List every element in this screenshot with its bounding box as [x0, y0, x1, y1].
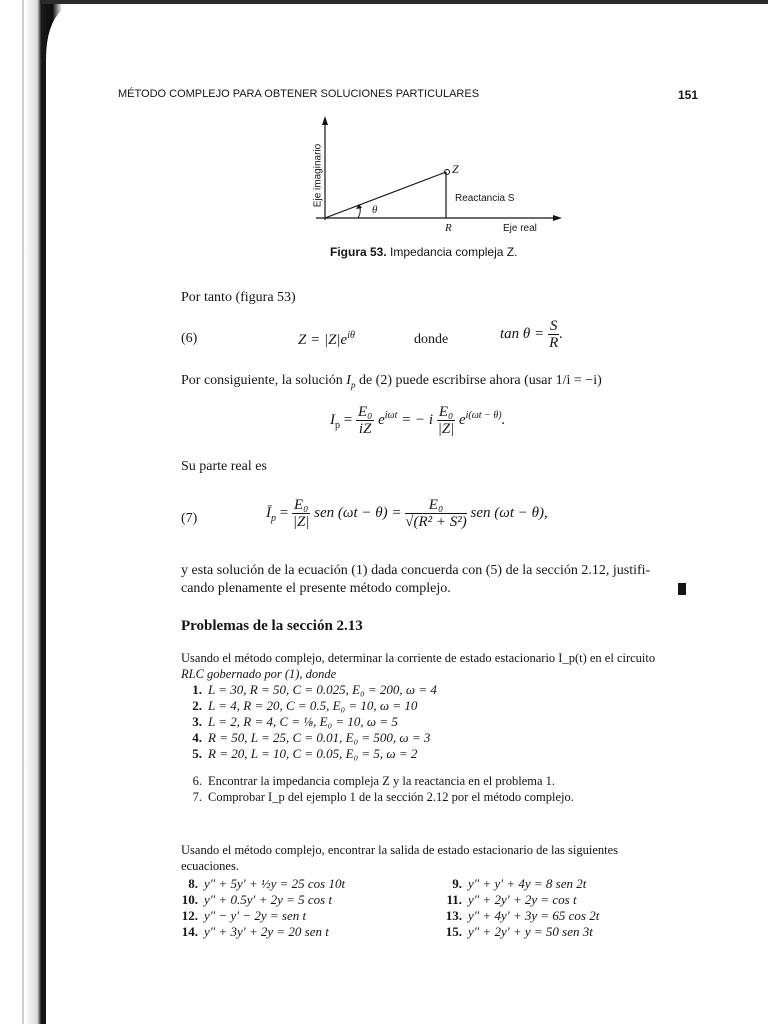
- ode-text: y″ + 2y′ + 2y = cos t: [468, 892, 577, 907]
- ode-item: [436, 876, 696, 892]
- eq6-period: .: [559, 325, 564, 342]
- chapter-title: MÉTODO COMPLEJO PARA OBTENER SOLUCIONES PARTICULARES: [118, 88, 480, 100]
- ode-list-left: [172, 876, 422, 940]
- problem-item: [188, 730, 688, 746]
- page-number: 151: [677, 88, 698, 102]
- equation-7-number: (7): [181, 511, 198, 526]
- eq7-fraction-1: [292, 497, 310, 530]
- consiguiente-ip: I: [346, 373, 351, 388]
- ip-fraction-2-den: |Z|: [437, 421, 455, 437]
- eq7-fraction-2-num: E₀: [405, 497, 467, 514]
- consiguiente-ip-sub: p: [350, 379, 356, 390]
- problem-text: Comprobar I_p del ejemplo 1 de la sección 2.12 por el método complejo.: [208, 790, 574, 804]
- problems-intro-line-2: RLC gobernado por (1), donde: [181, 667, 337, 681]
- problem-number: 7.: [192, 790, 202, 804]
- problems-list-b: [188, 773, 698, 805]
- eq6-expression: Z = |Z|e: [298, 332, 348, 348]
- ip-fraction-1-den: iZ: [358, 421, 372, 437]
- ip-fraction-2: [437, 404, 455, 437]
- top-edge-line: [40, 0, 768, 4]
- ip-fraction-1: [356, 404, 374, 437]
- problems-list-a: [188, 682, 688, 762]
- paragraph-por-consiguiente: [181, 372, 701, 394]
- ode-number: 12.: [181, 908, 198, 923]
- ip-period: .: [501, 411, 506, 428]
- equation-6-donde: donde: [414, 332, 449, 347]
- ode-item: [172, 924, 422, 940]
- reactance-label: Reactancia S: [455, 193, 515, 204]
- problem-number: 1.: [192, 682, 202, 697]
- eq6-fraction-num: S: [549, 318, 558, 334]
- problem-text: L = 30, R = 50, C = 0.025, E₀ = 200, ω = 4: [208, 682, 437, 697]
- real-axis-arrow: [553, 215, 562, 221]
- figure-caption: [330, 245, 517, 259]
- problems-intro: [181, 650, 693, 682]
- problem-text: Encontrar la impedancia compleja Z y la reactancia en el problema 1.: [208, 774, 556, 788]
- problem-text: L = 2, R = 4, C = ⅛, E₀ = 10, ω = 5: [208, 714, 398, 729]
- ode-number: 13.: [445, 908, 462, 923]
- problem-number: 6.: [192, 774, 202, 788]
- equation-7: [266, 497, 548, 530]
- imaginary-axis-arrow: [322, 116, 328, 125]
- consiguiente-text-a: Por consiguiente, la solución: [181, 373, 347, 388]
- paragraph-por-tanto: Por tanto (figura 53): [181, 290, 296, 305]
- ode-item: [436, 892, 696, 908]
- r-label: R: [445, 222, 452, 234]
- eq6-fraction-den: R: [549, 335, 559, 351]
- ode-text: y″ + 4y′ + 3y = 65 cos 2t: [468, 908, 600, 923]
- problem-number: 4.: [192, 730, 202, 745]
- eq7-sen-2: sen (ωt − θ),: [470, 504, 548, 521]
- eq7-lhs-sub: p: [271, 512, 276, 524]
- ip-fraction-1-num: E₀: [357, 404, 373, 420]
- equation-6-number: (6): [181, 331, 198, 346]
- ode-number: 11.: [446, 892, 462, 907]
- eq7-lhs: Ī: [266, 504, 271, 521]
- problem-text: R = 20, L = 10, C = 0.05, E₀ = 5, ω = 2: [208, 746, 418, 761]
- equation-6-tan: [500, 318, 563, 351]
- ode-number: 15.: [445, 924, 462, 939]
- problem-number: 5.: [192, 746, 202, 761]
- eq7-fraction-1-den: |Z|: [292, 514, 310, 530]
- ip-exp-base-2: e: [458, 411, 466, 428]
- ode-number: 10.: [181, 892, 198, 907]
- problem-text: L = 4, R = 20, C = 0.5, E₀ = 10, ω = 10: [208, 698, 418, 713]
- ip-equals-2: = − i: [401, 411, 434, 428]
- equation-ip: [330, 404, 505, 437]
- ode-text: y″ + 5y′ + ½y = 25 cos 10t: [204, 876, 346, 891]
- eq7-sen-1: sen (ωt − θ) =: [314, 504, 402, 521]
- ode-text: y″ − y′ − 2y = sen t: [204, 908, 307, 923]
- ip-subscript: p: [335, 419, 340, 431]
- ode-list-right: [436, 876, 696, 940]
- eq7-fraction-1-num: E₀: [293, 497, 309, 513]
- problem-number: 3.: [192, 714, 202, 729]
- ode-item: [172, 908, 422, 924]
- ip-symbol: I: [330, 411, 335, 428]
- ode-text: y″ + y′ + 4y = 8 sen 2t: [468, 876, 587, 891]
- ode-item: [172, 876, 422, 892]
- problems-intro-2-line-2: ecuaciones.: [181, 859, 239, 873]
- y-axis-label: Eje imaginario: [312, 143, 324, 208]
- ode-item: [436, 924, 696, 940]
- problem-item: [188, 746, 688, 762]
- consiguiente-text-b: de (2) puede escribirse ahora (usar 1/i = −i): [355, 373, 602, 388]
- ode-text: y″ + 2y′ + y = 50 sen 3t: [468, 924, 593, 939]
- caption-label: Figura 53.: [330, 245, 387, 259]
- concluding-line-1: y esta solución de la ecuación (1) dada concuerda con (5) de la sección 2.12, justifi-: [181, 563, 651, 578]
- eq7-equals: =: [279, 504, 289, 521]
- eq6-fraction: [548, 318, 560, 351]
- ode-text: y″ + 0.5y′ + 2y = 5 cos t: [204, 892, 333, 907]
- problems-intro-2-line-1: Usando el método complejo, encontrar la salida de estado estacionario de las siguientes: [181, 843, 619, 857]
- qed-mark: [678, 583, 686, 595]
- x-axis-label: Eje real: [503, 223, 537, 234]
- eq7-fraction-2-den: √(R² + S²): [405, 514, 467, 530]
- equation-6-lhs: [298, 330, 355, 349]
- concluding-line-2: cando plenamente el presente método complejo.: [181, 581, 451, 596]
- running-header: [118, 88, 698, 106]
- ode-text: y″ + 3y′ + 2y = 20 sen t: [204, 924, 329, 939]
- book-binding-shadow: [0, 0, 62, 1024]
- problem-item: [188, 789, 698, 805]
- caption-text: Impedancia compleja Z.: [390, 245, 518, 259]
- problem-item: [188, 682, 688, 698]
- ode-number: 9.: [452, 876, 462, 891]
- ip-equals: =: [343, 411, 353, 428]
- paragraph-concluding: [181, 562, 701, 598]
- ip-exp-1: iωt: [384, 409, 398, 421]
- eq7-fraction-2: [405, 497, 467, 530]
- impedance-vector: [325, 172, 446, 218]
- ode-number: 8.: [188, 876, 198, 891]
- ode-number: 14.: [181, 924, 198, 939]
- ip-exp-base-1: e: [378, 411, 385, 428]
- problem-text: R = 50, L = 25, C = 0.01, E₀ = 500, ω = 3: [208, 730, 431, 745]
- problem-item: [188, 773, 698, 789]
- point-z-label: Z: [452, 162, 459, 176]
- ode-item: [436, 908, 696, 924]
- problem-number: 2.: [192, 698, 202, 713]
- theta-label: θ: [372, 204, 378, 216]
- paragraph-su-parte-real: Su parte real es: [181, 459, 267, 474]
- ip-exp-2: i(ωt − θ): [465, 409, 502, 421]
- eq6-tan-text: tan θ =: [500, 325, 545, 342]
- eq6-exponent: iθ: [347, 330, 355, 341]
- problem-item: [188, 698, 688, 714]
- section-title: Problemas de la sección 2.13: [181, 618, 363, 634]
- problem-item: [188, 714, 688, 730]
- problems-intro-line-1: Usando el método complejo, determinar la corriente de estado estacionario I_p(t) en el circuito: [181, 651, 656, 665]
- ode-item: [172, 892, 422, 908]
- ip-fraction-2-num: E₀: [438, 404, 454, 420]
- problems-intro-2: [181, 842, 693, 874]
